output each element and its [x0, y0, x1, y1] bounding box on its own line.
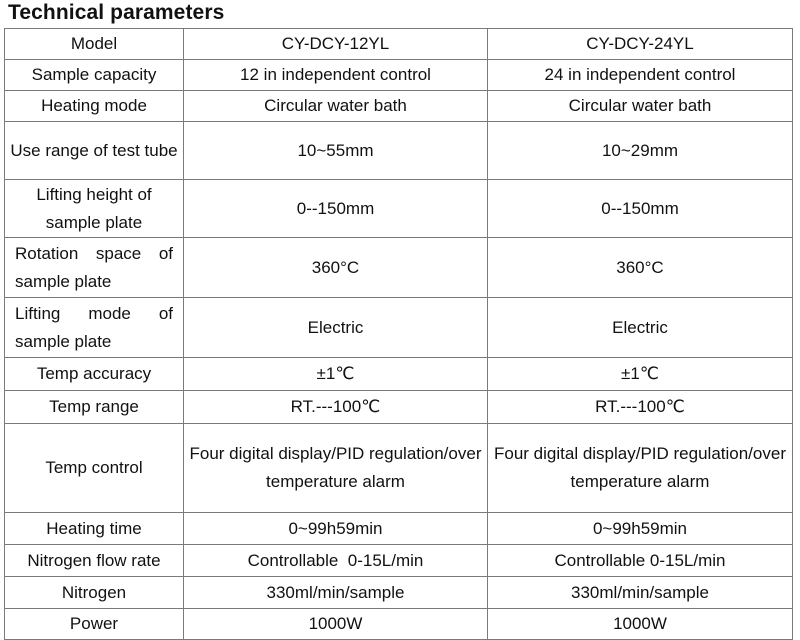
table-row-temp-accuracy: [5, 358, 793, 391]
table-row-rotation-space: [5, 238, 793, 298]
cell-12yl: Four digital display/PID regulation/over temperature alarm: [184, 424, 488, 513]
technical-parameters-table: [4, 28, 793, 640]
table-row-test-tube-range: [5, 122, 793, 180]
cell-24yl: 10~29mm: [488, 122, 793, 180]
row-label: Power: [5, 609, 184, 640]
cell-12yl: 10~55mm: [184, 122, 488, 180]
cell-24yl: Controllable 0-15L/min: [488, 545, 793, 577]
cell-24yl: RT.---100℃: [488, 391, 793, 424]
row-label: Temp accuracy: [5, 358, 184, 391]
cell-12yl: Controllable 0-15L/min: [184, 545, 488, 577]
table-row-temp-range: [5, 391, 793, 424]
cell-12yl: 360°C: [184, 238, 488, 298]
row-label: Temp range: [5, 391, 184, 424]
page-title: Technical parameters: [8, 1, 225, 24]
cell-12yl: Circular water bath: [184, 91, 488, 122]
cell-24yl: 24 in independent control: [488, 60, 793, 91]
cell-24yl: 330ml/min/sample: [488, 577, 793, 609]
row-label: Nitrogen: [5, 577, 184, 609]
cell-24yl: 1000W: [488, 609, 793, 640]
cell-24yl: 0~99h59min: [488, 513, 793, 545]
table-row-nitrogen: [5, 577, 793, 609]
row-label: Sample capacity: [5, 60, 184, 91]
cell-12yl: CY-DCY-12YL: [184, 29, 488, 60]
table-row-lifting-mode: [5, 298, 793, 358]
table-row-heating-time: [5, 513, 793, 545]
row-label: Heating mode: [5, 91, 184, 122]
cell-24yl: 360°C: [488, 238, 793, 298]
row-label: Use range of test tube: [5, 122, 184, 180]
table-row-model: [5, 29, 793, 60]
table-row-nitrogen-flow-rate: [5, 545, 793, 577]
cell-24yl: CY-DCY-24YL: [488, 29, 793, 60]
cell-24yl: Electric: [488, 298, 793, 358]
cell-12yl: RT.---100℃: [184, 391, 488, 424]
row-label: Lifting height of sample plate: [5, 180, 184, 238]
table-row-sample-capacity: [5, 60, 793, 91]
row-label: Nitrogen flow rate: [5, 545, 184, 577]
cell-12yl: 1000W: [184, 609, 488, 640]
table-row-heating-mode: [5, 91, 793, 122]
row-label: Temp control: [5, 424, 184, 513]
row-label: Model: [5, 29, 184, 60]
cell-12yl: 12 in independent control: [184, 60, 488, 91]
cell-24yl: Circular water bath: [488, 91, 793, 122]
table-row-power: [5, 609, 793, 640]
table-row-temp-control: [5, 424, 793, 513]
cell-12yl: 330ml/min/sample: [184, 577, 488, 609]
cell-12yl: 0--150mm: [184, 180, 488, 238]
row-label: Lifting mode of sample plate: [5, 298, 184, 358]
cell-12yl: 0~99h59min: [184, 513, 488, 545]
cell-24yl: Four digital display/PID regulation/over temperature alarm: [488, 424, 793, 513]
row-label: Rotation space of sample plate: [5, 238, 184, 298]
cell-12yl: ±1℃: [184, 358, 488, 391]
cell-24yl: 0--150mm: [488, 180, 793, 238]
cell-12yl: Electric: [184, 298, 488, 358]
row-label: Heating time: [5, 513, 184, 545]
cell-24yl: ±1℃: [488, 358, 793, 391]
table-row-lifting-height: [5, 180, 793, 238]
